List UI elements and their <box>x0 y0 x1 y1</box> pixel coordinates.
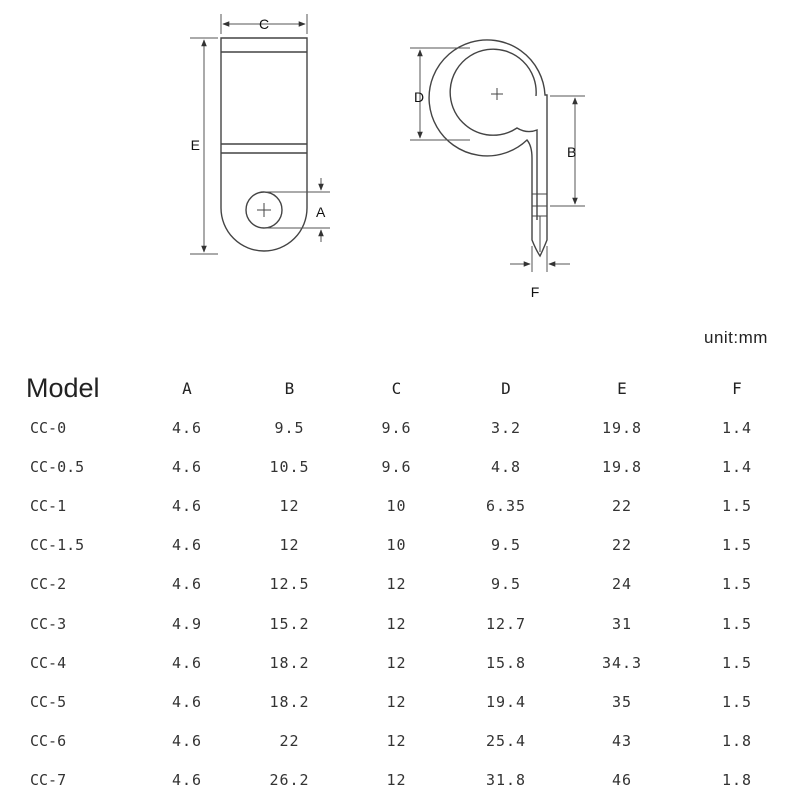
cell-d: 9.5 <box>490 575 522 594</box>
cell-f: 1.5 <box>721 496 753 515</box>
cell-d: 6.35 <box>485 496 527 515</box>
table-row <box>22 722 792 761</box>
table-header-row <box>22 368 792 408</box>
table-row <box>22 682 792 721</box>
header-model: Model <box>26 372 100 403</box>
cell-b: 26.2 <box>269 771 310 790</box>
header-a: A <box>182 378 192 398</box>
cell-c: 12 <box>386 614 407 633</box>
header-e: E <box>617 378 627 398</box>
label-e: E <box>190 137 200 153</box>
label-f: F <box>530 284 540 300</box>
cell-a: 4.6 <box>171 536 203 555</box>
cell-b: 12 <box>279 536 300 555</box>
cell-model: CC-0.5 <box>30 457 85 476</box>
side-view <box>429 40 547 256</box>
cell-d: 19.4 <box>485 692 527 711</box>
table-row <box>22 761 792 800</box>
header-b: B <box>284 378 295 398</box>
table-row <box>22 447 792 486</box>
cell-f: 1.4 <box>721 457 753 476</box>
cell-model: CC-5 <box>30 692 67 711</box>
cell-a: 4.6 <box>171 653 203 672</box>
cell-d: 25.4 <box>485 732 527 751</box>
cell-f: 1.5 <box>721 575 753 594</box>
cell-model: CC-2 <box>30 575 67 594</box>
cell-a: 4.9 <box>171 614 203 633</box>
cell-d: 12.7 <box>485 614 527 633</box>
cell-a: 4.6 <box>171 496 203 515</box>
cell-b: 15.2 <box>269 614 310 633</box>
cell-model: CC-4 <box>30 653 67 672</box>
cell-f: 1.4 <box>721 418 753 437</box>
cell-f: 1.5 <box>721 653 753 672</box>
table-row <box>22 408 792 447</box>
label-b: B <box>567 144 577 160</box>
cell-f: 1.5 <box>721 536 753 555</box>
cell-d: 3.2 <box>490 418 522 437</box>
clamp-drawing <box>0 0 800 310</box>
cell-e: 22 <box>611 536 633 555</box>
cell-c: 12 <box>386 575 407 594</box>
cell-e: 24 <box>611 575 633 594</box>
cell-e: 22 <box>611 496 633 515</box>
label-d: D <box>414 89 425 105</box>
cell-c: 9.6 <box>381 457 412 476</box>
cell-e: 46 <box>611 771 633 790</box>
cell-e: 43 <box>611 732 633 751</box>
cell-model: CC-1 <box>30 496 67 515</box>
cell-b: 12 <box>279 496 300 515</box>
cell-f: 1.8 <box>721 771 753 790</box>
header-d: D <box>501 378 511 398</box>
cell-b: 18.2 <box>269 692 310 711</box>
cell-model: CC-7 <box>30 771 67 790</box>
cell-a: 4.6 <box>171 457 203 476</box>
table-row <box>22 643 792 682</box>
cell-d: 31.8 <box>485 771 527 790</box>
cell-e: 19.8 <box>601 457 643 476</box>
cell-b: 10.5 <box>269 457 310 476</box>
cell-e: 31 <box>611 614 633 633</box>
header-f: F <box>732 378 742 398</box>
cell-d: 4.8 <box>490 457 522 476</box>
table-row <box>22 486 792 525</box>
cell-f: 1.5 <box>721 692 753 711</box>
cell-model: CC-0 <box>30 418 67 437</box>
cell-d: 15.8 <box>485 653 527 672</box>
cell-e: 34.3 <box>601 653 643 672</box>
cell-b: 12.5 <box>269 575 310 594</box>
cell-model: CC-3 <box>30 614 67 633</box>
cell-f: 1.5 <box>721 614 753 633</box>
cell-c: 10 <box>386 496 407 515</box>
cell-c: 12 <box>386 692 407 711</box>
cell-f: 1.8 <box>721 732 753 751</box>
cell-e: 19.8 <box>601 418 643 437</box>
label-a: A <box>316 204 326 220</box>
cell-a: 4.6 <box>171 692 203 711</box>
clamp-loop-inner <box>450 49 537 220</box>
label-c: C <box>258 16 270 32</box>
cell-b: 22 <box>279 732 300 751</box>
cell-e: 35 <box>611 692 633 711</box>
cell-model: CC-6 <box>30 732 67 751</box>
cell-c: 9.6 <box>381 418 412 437</box>
clamp-loop-outer <box>429 40 547 256</box>
table-row <box>22 526 792 565</box>
cell-model: CC-1.5 <box>30 536 85 555</box>
cell-d: 9.5 <box>490 536 522 555</box>
cell-c: 12 <box>386 732 407 751</box>
cell-a: 4.6 <box>171 732 203 751</box>
cell-c: 12 <box>386 771 407 790</box>
header-c: C <box>391 378 402 398</box>
front-view <box>221 38 307 251</box>
cell-b: 9.5 <box>274 418 305 437</box>
cell-b: 18.2 <box>269 653 310 672</box>
spec-table <box>22 368 792 800</box>
table-row <box>22 565 792 604</box>
table-row <box>22 604 792 643</box>
unit-label: unit:mm <box>704 328 768 347</box>
cell-c: 12 <box>386 653 407 672</box>
cell-a: 4.6 <box>171 771 203 790</box>
cell-c: 10 <box>386 536 407 555</box>
cell-a: 4.6 <box>171 575 203 594</box>
cell-a: 4.6 <box>171 418 203 437</box>
